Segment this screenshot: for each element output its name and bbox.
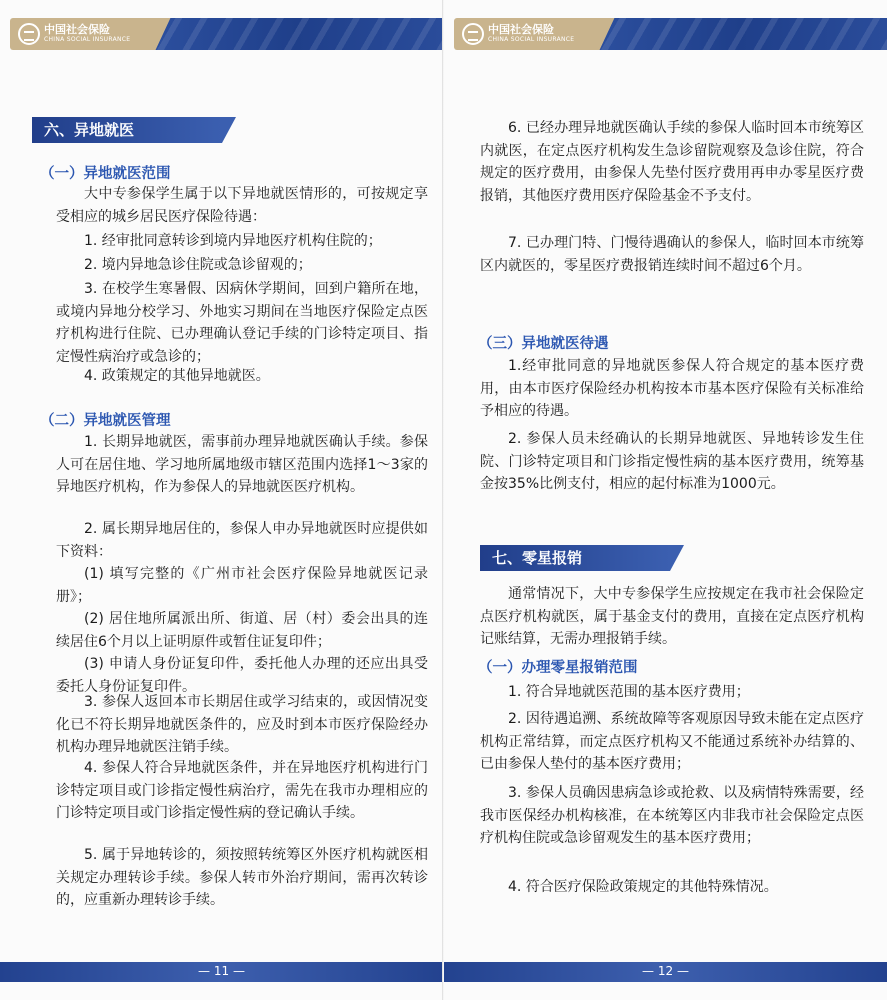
paragraph: 3. 在校学生寒暑假、因病休学期间，回到户籍所在地，或境内异地分校学习、外地实习期间在当地医疗保险定点医疗机构进行住院、已办理确认登记手续的门诊特定项目、指定慢性病治疗或急诊的； — [56, 281, 428, 365]
paragraph: 2. 参保人员未经确认的长期异地就医、异地转诊发生住院、门诊特定项目和门诊指定慢性病的基本医疗费用，统筹基金按35%比例支付，相应的起付标准为1000元。 — [480, 431, 864, 492]
paragraph: 5. 属于异地转诊的，须按照转统筹区外医疗机构就医相关规定办理转诊手续。参保人转市外治疗期间，需再次转诊的，应重新办理转诊手续。 — [56, 847, 428, 908]
paragraph: 通常情况下，大中专参保学生应按规定在我市社会保险定点医疗机构就医，属于基金支付的费用，直接在定点医疗机构记账结算，无需办理报销手续。 — [480, 586, 864, 647]
header-band — [150, 18, 443, 50]
paragraph: 2. 因待遇追溯、系统故障等客观原因导致未能在定点医疗机构正常结算，而定点医疗机构又不能通过系统补办结算的、已由参保人垫付的基本医疗费用； — [480, 711, 864, 772]
brand-logo — [10, 18, 150, 50]
paragraph: 4. 政策规定的其他异地就医。 — [84, 368, 270, 384]
section-title-7: 七、零星报销 — [480, 545, 670, 571]
subsection-title-1: （一）异地就医范围 — [40, 166, 171, 182]
page-footer — [444, 962, 887, 982]
paragraph: (1) 填写完整的《广州市社会医疗保险异地就医记录册》； — [56, 566, 428, 605]
paragraph: 3. 参保人员确因患病急诊或抢救、以及病情特殊需要，经我市医保经办机构核准，在本统筹区内非我市社会保险定点医疗机构住院或急诊留观发生的基本医疗费用； — [480, 785, 864, 846]
paragraph: 1. 长期异地就医，需事前办理异地就医确认手续。参保人可在居住地、学习地所属地级市辖区范围内选择1～3家的异地医疗机构，作为参保人的异地就医医疗机构。 — [56, 434, 428, 495]
paragraph: 1. 经审批同意转诊到境内异地医疗机构住院的； — [84, 233, 382, 249]
subsection-title-4: （一）办理零星报销范围 — [478, 660, 638, 676]
page-11 — [0, 0, 443, 1000]
page-header — [444, 18, 887, 50]
page-number: — 12 — — [444, 964, 887, 978]
subsection-title-3: （三）异地就医待遇 — [478, 336, 609, 352]
logo-text-cn: 中国社会保险 — [44, 23, 110, 36]
logo-text-cn: 中国社会保险 — [488, 23, 554, 36]
social-insurance-logo-icon — [462, 23, 484, 45]
paragraph: 大中专参保学生属于以下异地就医情形的，可按规定享受相应的城乡居民医疗保险待遇： — [56, 186, 428, 225]
paragraph: 4. 参保人符合异地就医条件，并在异地医疗机构进行门诊特定项目或门诊指定慢性病治疗，需先在我市办理相应的门诊特定项目或门诊指定慢性病的登记确认手续。 — [56, 760, 428, 821]
subsection-title-2: （二）异地就医管理 — [40, 413, 171, 429]
page-number: — 11 — — [0, 964, 443, 978]
paragraph: 1. 符合异地就医范围的基本医疗费用； — [508, 684, 750, 700]
page-header — [0, 18, 443, 50]
paragraph: 6. 已经办理异地就医确认手续的参保人临时回本市统筹区内就医，在定点医疗机构发生急诊留院观察及急诊住院，符合规定的医疗费用，由参保人先垫付医疗费用再申办零星医疗费报销，其他医疗费用医疗保险基金不予支付。 — [480, 120, 864, 204]
paragraph: 7. 已办理门特、门慢待遇确认的参保人，临时回本市统筹区内就医的，零星医疗费报销连续时间不超过6个月。 — [480, 235, 864, 274]
logo-text-en: CHINA SOCIAL INSURANCE — [488, 36, 575, 43]
paragraph: (3) 申请人身份证复印件，委托他人办理的还应出具受委托人身份证复印件。 — [56, 656, 428, 695]
social-insurance-logo-icon — [18, 23, 40, 45]
paragraph: (2) 居住地所属派出所、街道、居（村）委会出具的连续居住6个月以上证明原件或暂住证复印件； — [56, 611, 428, 650]
section-title-6: 六、异地就医 — [32, 117, 222, 143]
paragraph: 3. 参保人返回本市长期居住或学习结束的，或因情况变化已不符长期异地就医条件的，应及时到本市医疗保险经办机构办理异地就医注销手续。 — [56, 694, 428, 755]
logo-text-en: CHINA SOCIAL INSURANCE — [44, 36, 131, 43]
paragraph: 2. 属长期异地居住的，参保人申办异地就医时应提供如下资料： — [56, 521, 428, 560]
brand-logo — [454, 18, 594, 50]
paragraph: 2. 境内异地急诊住院或急诊留观的； — [84, 257, 312, 273]
page-footer — [0, 962, 443, 982]
paragraph: 1.经审批同意的异地就医参保人符合规定的基本医疗费用，由本市医疗保险经办机构按本市基本医疗保险有关标准给予相应的待遇。 — [480, 358, 864, 419]
header-band — [594, 18, 887, 50]
page-12 — [444, 0, 887, 1000]
paragraph: 4. 符合医疗保险政策规定的其他特殊情况。 — [508, 879, 778, 895]
